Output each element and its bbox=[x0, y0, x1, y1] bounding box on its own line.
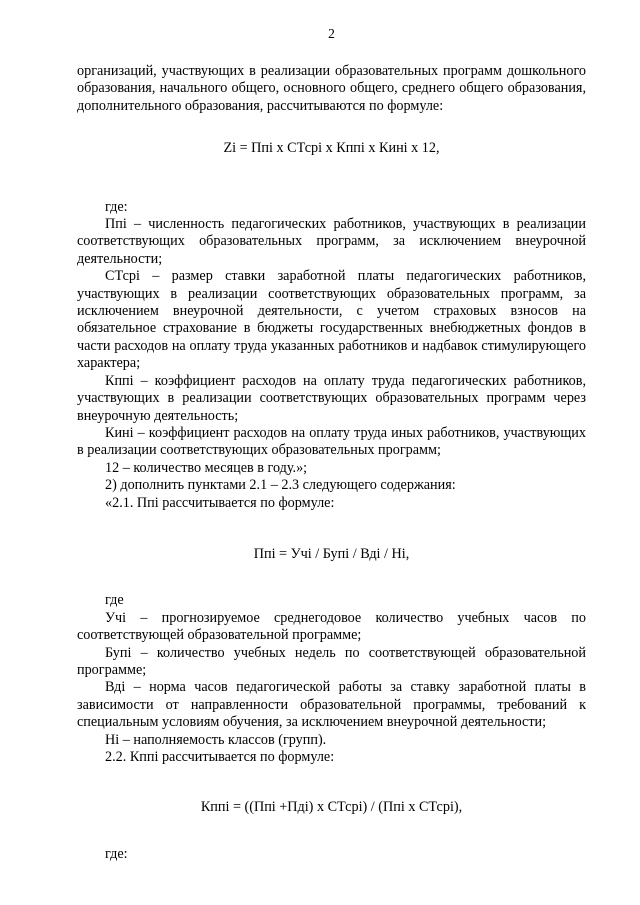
definition-uchi: Учі – прогнозируемое среднегодовое количество учебных часов по соответствующей образовательной программе; bbox=[77, 609, 586, 644]
clause-2-1: «2.1. Ппі рассчитывается по формуле: bbox=[105, 494, 335, 511]
definition-kppi: Кппі – коэффициент расходов на оплату труда педагогических работников, участвующих в реализации соответствующих образовательных программ через внеурочную деятельность; bbox=[77, 372, 586, 424]
definition-kini: Кині – коэффициент расходов на оплату труда иных работников, участвующих в реализации соответствующих образовательных программ; bbox=[77, 424, 586, 459]
definition-vdi: Вді – норма часов педагогической работы за ставку заработной платы в зависимости от направленности образовательной программы, требований к специальным условиям обучения, за исключением внеурочной деятельности; bbox=[77, 679, 586, 731]
clause-2-2: 2.2. Кппі рассчитывается по формуле: bbox=[105, 749, 335, 765]
definition-ni: Ні – наполняемость классов (групп). bbox=[105, 731, 327, 748]
definition-ppi: Ппі – численность педагогических работников, участвующих в реализации соответствующих образовательных программ, за исключением внеурочной деятельности; bbox=[77, 216, 586, 267]
definition-bupi: Бупі – количество учебных недель по соответствующей образовательной программе; bbox=[77, 644, 586, 678]
definition-stsri: СТсрі – размер ставки заработной платы педагогических работников, участвующих в реализации соответствующих образовательных программ, за исключением внеурочной деятельности, с учетом страховых взносов на обязательное страхование в бюджеты государственных внебюджетных фондов в части расходов на оплату труда указанных работников и надбавок стимулирующего характера; bbox=[77, 268, 586, 372]
where-label: где: bbox=[105, 198, 128, 215]
where-label: где bbox=[105, 592, 124, 609]
formula-ppi: Ппі = Учі / Бупі / Вді / Ні, bbox=[253, 545, 410, 562]
intro-paragraph: организаций, участвующих в реализации образовательных программ дошкольного образования, начального общего, основного общего, среднего общего образования, дополнительного образования, рассчитываются по формуле: bbox=[77, 63, 586, 114]
formula-kppi: Кппі = ((Ппі +Пді) х СТсрі) / (Ппі х СТсрі), bbox=[200, 799, 463, 816]
amendment-item-2: 2) дополнить пунктами 2.1 – 2.3 следующего содержания: bbox=[105, 477, 456, 494]
page-number: 2 bbox=[328, 26, 335, 41]
formula-zi: Zi = Ппі х СТсрі х Кппі х Кині х 12, bbox=[223, 140, 440, 157]
where-label: где: bbox=[105, 845, 128, 862]
definition-12-months: 12 – количество месяцев в году.»; bbox=[105, 459, 308, 476]
